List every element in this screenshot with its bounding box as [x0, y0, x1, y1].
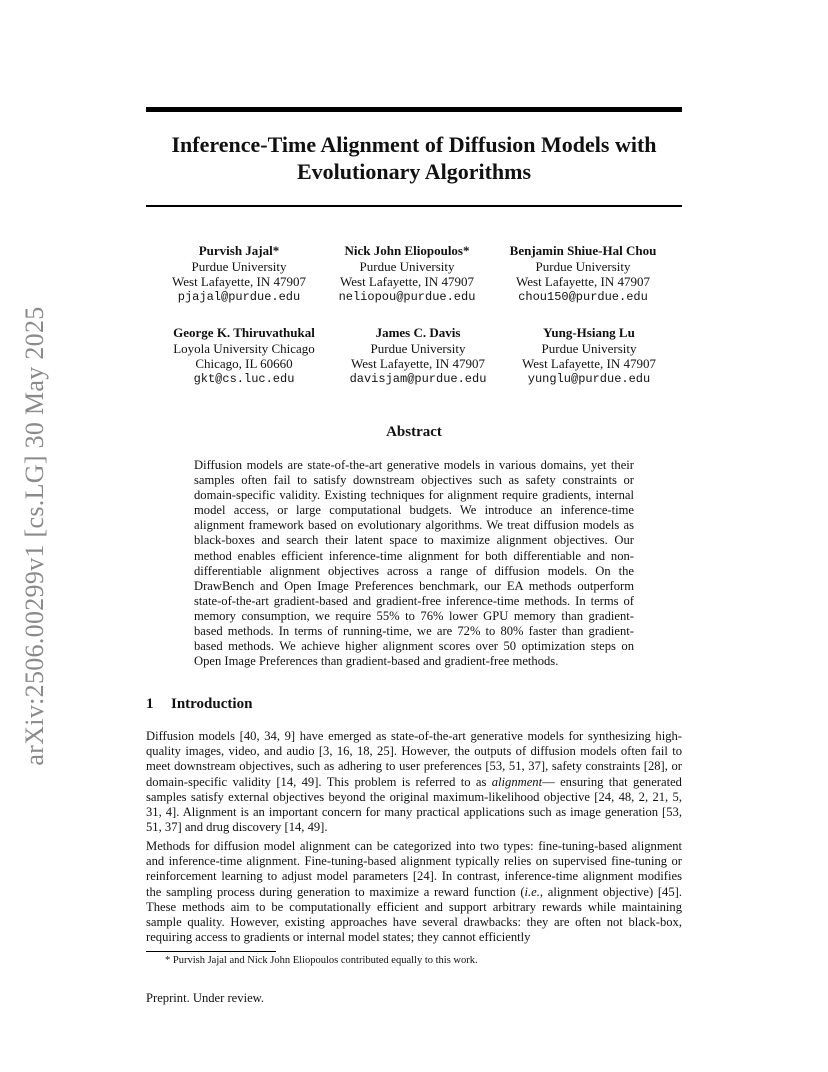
footnote: * Purvish Jajal and Nick John Eliopoulos contributed equally to this work. [165, 955, 478, 966]
paper-title [146, 131, 682, 185]
author-name: Nick John Eliopoulos* [344, 243, 470, 258]
author-email[interactable]: gkt@cs.luc.edu [193, 371, 295, 386]
paragraph-text: — ensuring that generated samples satisfy external objectives beyond the original maximum-likelihood objective [24, 48, 2, 21, 5, 31, 4]. Alignment is an important concern for many practical applications such as image generation [53, 51, 37] and drug discovery [14, 49]. [146, 774, 682, 835]
author-affiliation: Purdue University [359, 258, 455, 274]
author-name: James C. Davis [375, 325, 461, 340]
section-title: Introduction [171, 696, 253, 712]
title-top-rule [146, 107, 682, 112]
author-email[interactable]: davisjam@purdue.edu [349, 371, 487, 386]
author-affiliation: Purdue University [191, 258, 287, 274]
abstract-text: Diffusion models are state-of-the-art generative models in various domains, yet their samples often fail to satisfy downstream objectives such as safety constraints or domain-specific validity. Existing techniques for alignment require gradients, internal model access, or large computational budgets. We introduce an inference-time alignment framework based on evolutionary algorithms. We treat diffusion models as black-boxes and search their latent space to maximize alignment objectives. Our method enables efficient inference-time alignment for both differentiable and non-differentiable alignment objectives across a range of diffusion models. On the DrawBench and Open Image Preferences benchmark, our EA methods outperform state-of-the-art gradient-based and gradient-free inference-time methods. In terms of memory consumption, we require 55% to 76% lower GPU memory than gradient-based methods. In terms of running-time, we are 72% to 80% faster than gradient-based methods. We achieve higher alignment scores over 50 optimization steps on Open Image Preferences than gradient-based and gradient-free methods. [194, 458, 634, 669]
preprint-note: Preprint. Under review. [146, 991, 265, 1005]
author-email[interactable]: neliopou@purdue.edu [338, 289, 476, 304]
author-location: West Lafayette, IN 47907 [351, 356, 485, 371]
abstract-heading: Abstract [386, 424, 442, 440]
author-location: West Lafayette, IN 47907 [172, 274, 306, 289]
author-affiliation: Purdue University [535, 258, 631, 274]
arxiv-side-label: arXiv:2506.00299v1 [cs.LG] 30 May 2025 [20, 306, 49, 766]
title-line-2: Evolutionary Algorithms [296, 159, 532, 184]
author-block-6 [499, 325, 679, 387]
author-email[interactable]: yunglu@purdue.edu [527, 371, 651, 386]
author-location: Chicago, IL 60660 [195, 356, 293, 371]
footnote-rule [146, 951, 276, 952]
author-location: West Lafayette, IN 47907 [516, 274, 650, 289]
section-number: 1 [146, 696, 154, 712]
author-location: West Lafayette, IN 47907 [340, 274, 474, 289]
author-name: Yung-Hsiang Lu [543, 325, 635, 340]
emphasis-term: i.e. [524, 884, 540, 899]
paragraph-text: Methods for diffusion model alignment can be categorized into two types: fine-tuning-based alignment and inference-time alignment. Fine-tuning-based alignment typically relies on supervised fine-tuning or reinforcement learning to adjust model parameters [24]. In contrast, inference-time alignment modifies the sampling process during generation to maximize a reward function ( [146, 839, 682, 899]
paragraph-text: , alignment objective) [45]. These methods aim to be computationally efficient and support arbitrary rewards while maintaining sample quality. However, existing approaches have several drawbacks: they are often not black-box, requiring access to gradients or internal model states; they cannot efficiently [146, 884, 682, 945]
author-name: George K. Thiruvathukal [173, 325, 315, 340]
author-block-4 [154, 325, 334, 387]
author-block-2 [317, 243, 497, 305]
author-location: West Lafayette, IN 47907 [522, 356, 656, 371]
paragraph-text: Diffusion models [40, 34, 9] have emerged as state-of-the-art generative models for synthesizing high-quality images, video, and audio [3, 16, 18, 25]. However, the outputs of diffusion models often fail to meet downstream objectives, such as adhering to user preferences [53, 51, 37], safety constraints [28], or domain-specific validity [14, 49]. This problem is referred to as [146, 729, 682, 789]
author-name: Benjamin Shiue-Hal Chou [509, 243, 657, 258]
intro-paragraph-1 [146, 729, 682, 835]
author-block-5 [328, 325, 508, 387]
intro-paragraph-2 [146, 839, 682, 945]
author-block-3 [493, 243, 673, 305]
section-heading [146, 696, 252, 713]
author-email[interactable]: chou150@purdue.edu [518, 289, 648, 304]
author-name: Purvish Jajal* [198, 243, 280, 258]
author-email[interactable]: pjajal@purdue.edu [177, 289, 301, 304]
author-affiliation: Purdue University [370, 340, 466, 356]
title-bottom-rule [146, 205, 682, 207]
author-affiliation: Loyola University Chicago [173, 340, 315, 356]
author-affiliation: Purdue University [541, 340, 637, 356]
author-block-1 [149, 243, 329, 305]
title-line-1: Inference-Time Alignment of Diffusion Models with [171, 132, 657, 157]
emphasis-term: alignment [491, 774, 543, 789]
